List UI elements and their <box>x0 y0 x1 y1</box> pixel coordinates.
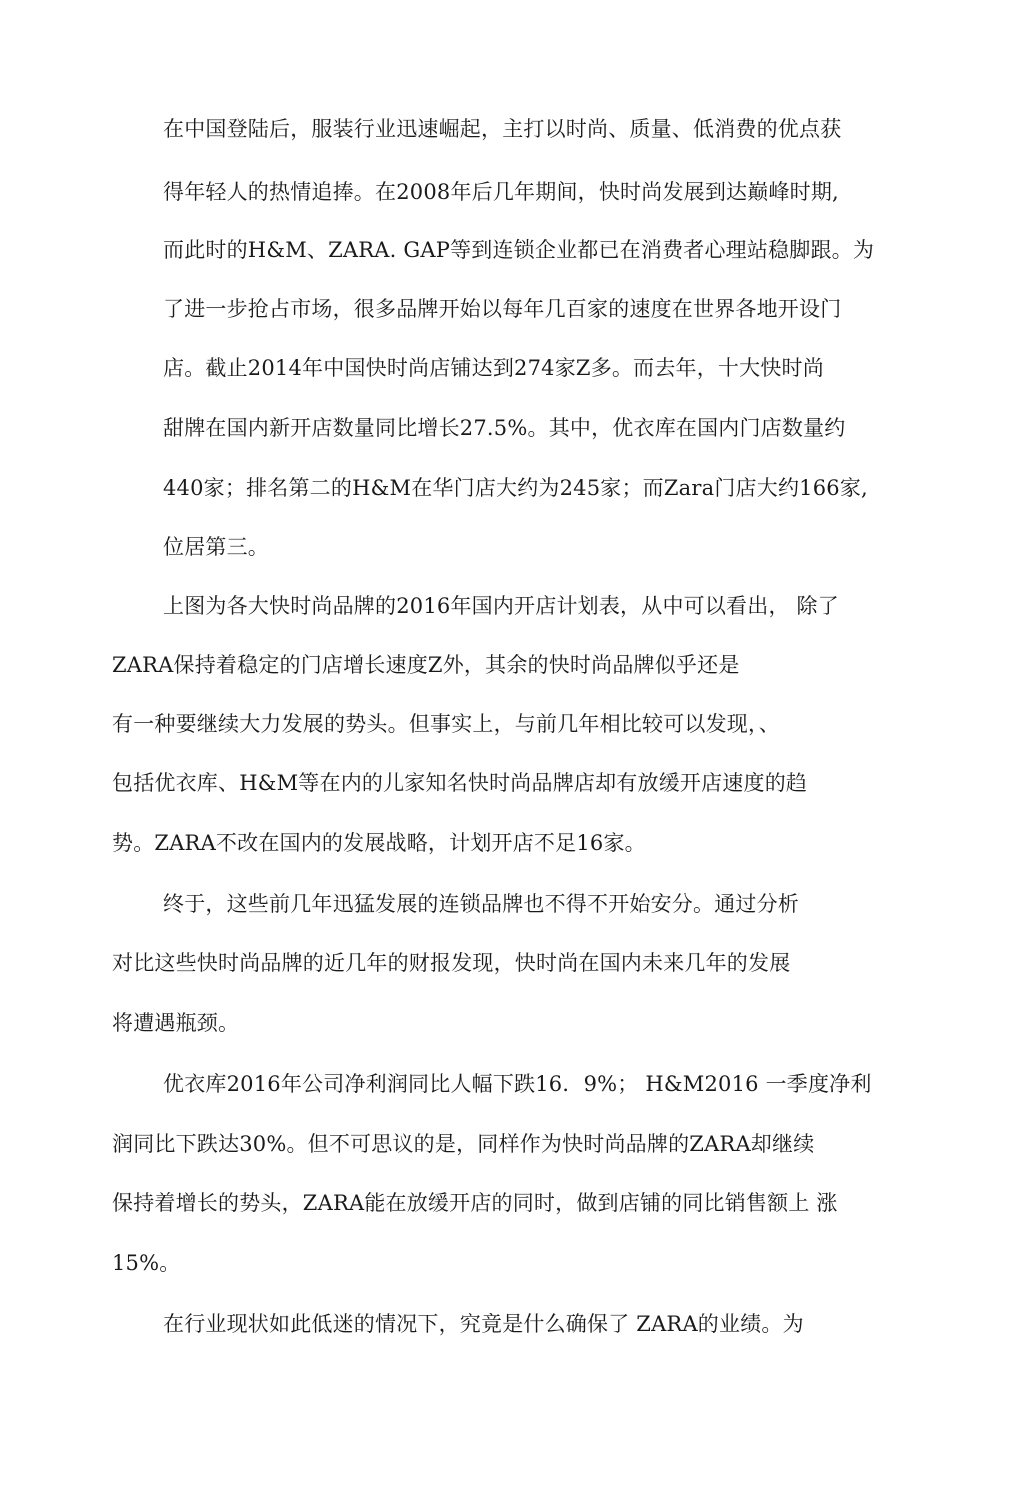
text-line-16: 将遭遇瓶颈。 <box>112 1011 240 1035</box>
text-line-11: 有一种要继续大力发展的势头。但事实上，与前几年相比较可以发现，、 <box>112 712 780 736</box>
text-line-6: 甜牌在国内新开店数量同比增长27.5%。其中，优衣库在国内门店数量约 <box>163 416 846 440</box>
text-line-5: 店。截止2014年中国快时尚店铺达到274家Z多。而去年，十大快时尚 <box>163 356 824 380</box>
text-line-1: 在中国登陆后，服装行业迅速崛起，主打以时尚、质量、低消费的优点获 <box>163 117 842 141</box>
text-line-10: ZARA保持着稳定的门店增长速度Z外，其余的快时尚品牌似乎还是 <box>112 653 740 677</box>
text-line-2: 得年轻人的热情追捧。在2008年后几年期间，快时尚发展到达巅峰时期, <box>163 180 839 204</box>
text-line-13: 势。ZARA不改在国内的发展战略，计划开店不足16家。 <box>112 831 646 855</box>
text-line-3: 而此时的H&M、ZARA. GAP等到连锁企业都已在消费者心理站稳脚跟。为 <box>163 238 875 262</box>
text-line-20: 15%。 <box>112 1251 181 1275</box>
text-line-18: 润同比下跌达30%。但不可思议的是，同样作为快时尚品牌的ZARA却继续 <box>112 1132 815 1156</box>
text-line-14: 终于，这些前几年迅猛发展的连锁品牌也不得不开始安分。通过分析 <box>163 892 799 916</box>
text-line-21: 在行业现状如此低迷的情况下，究竟是什么确保了 ZARA的业绩。为 <box>163 1312 804 1336</box>
text-line-4: 了进一步抢占市场，很多品牌开始以每年几百家的速度在世界各地开设门 <box>163 297 842 321</box>
text-line-17: 优衣库2016年公司净利润同比人幅下跌16．9%； H&M2016 一季度净利 <box>163 1072 872 1096</box>
text-line-9: 上图为各大快时尚品牌的2016年国内开店计划表，从中可以看出， 除了 <box>163 594 839 618</box>
text-line-19: 保持着增长的势头，ZARA能在放缓开店的同时，做到店铺的同比销售额上 涨 <box>112 1191 838 1215</box>
text-line-7: 440家；排名第二的H&M在华门店大约为245家；而Zara门店大约166家, <box>163 476 868 500</box>
text-line-12: 包括优衣库、H&M等在内的儿家知名快时尚品牌店却有放缓开店速度的趋 <box>112 771 808 795</box>
text-line-8: 位居第三。 <box>163 535 269 559</box>
text-line-15: 对比这些快时尚品牌的近几年的财报发现，快时尚在国内未来几年的发展 <box>112 951 791 975</box>
